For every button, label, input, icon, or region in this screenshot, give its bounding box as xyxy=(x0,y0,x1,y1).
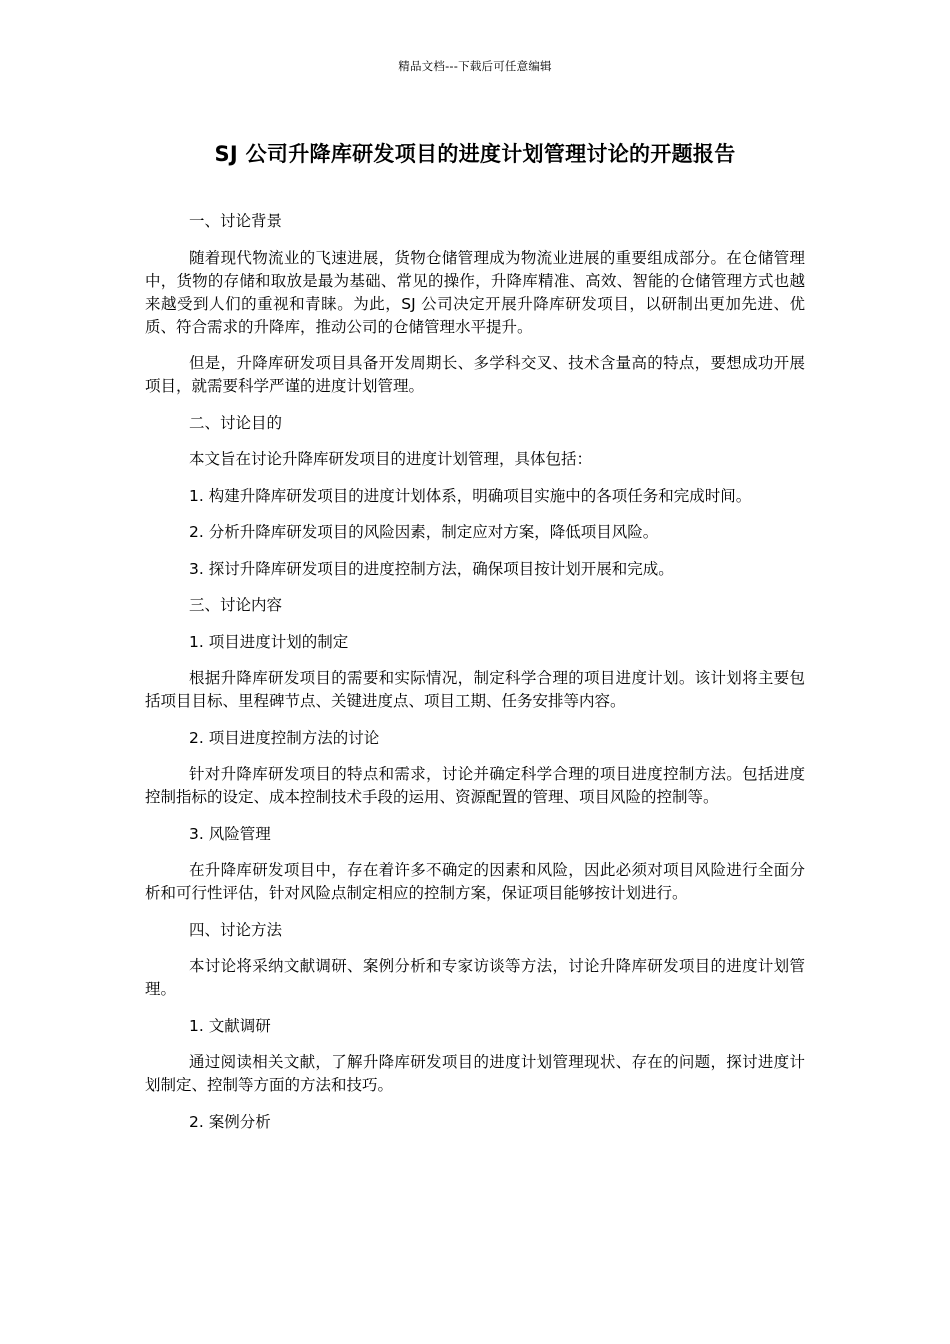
subsection-heading: 1. 项目进度计划的制定 xyxy=(189,632,349,651)
subsection-heading: 3. 风险管理 xyxy=(189,824,271,843)
body-paragraph: 通过阅读相关文献，了解升降库研发项目的进度计划管理现状、存在的问题，探讨进度计划制定、控制等方面的方法和技巧。 xyxy=(145,1053,805,1094)
body-paragraph: 但是，升降库研发项目具备开发周期长、多学科交叉、技术含量高的特点，要想成功开展项目，就需要科学严谨的进度计划管理。 xyxy=(145,354,805,395)
body-paragraph: 本讨论将采纳文献调研、案例分析和专家访谈等方法，讨论升降库研发项目的进度计划管理。 xyxy=(145,957,805,998)
subsection-heading: 1. 文献调研 xyxy=(189,1016,271,1035)
body-paragraph: 在升降库研发项目中，存在着许多不确定的因素和风险，因此必须对项目风险进行全面分析和可行性评估，针对风险点制定相应的控制方案，保证项目能够按计划进行。 xyxy=(145,861,805,902)
list-item: 3. 探讨升降库研发项目的进度控制方法，确保项目按计划开展和完成。 xyxy=(189,559,674,578)
body-paragraph: 针对升降库研发项目的特点和需求，讨论并确定科学合理的项目进度控制方法。包括进度控制指标的设定、成本控制技术手段的运用、资源配置的管理、项目风险的控制等。 xyxy=(145,765,805,806)
section-heading: 一、讨论背景 xyxy=(189,212,283,230)
list-item: 2. 分析升降库研发项目的风险因素，制定应对方案，降低项目风险。 xyxy=(189,523,659,541)
document-title: SJ 公司升降库研发项目的进度计划管理讨论的开题报告 xyxy=(214,142,736,166)
body-paragraph: 随着现代物流业的飞速进展，货物仓储管理成为物流业进展的重要组成部分。在仓储管理中，货物的存储和取放是最为基础、常见的操作，升降库精准、高效、智能的仓储管理方式也越来越受到人们的重视和青睐。为此，SJ 公司决定开展升降库研发项目，以研制出更加先进、优质、符合需求的升降库，推动公司的仓储管理水平提升。 xyxy=(145,248,805,336)
header-note: 精品文档---下载后可任意编辑 xyxy=(398,59,552,73)
section-heading: 四、讨论方法 xyxy=(189,920,283,939)
section-heading: 三、讨论内容 xyxy=(189,596,283,614)
document-body xyxy=(145,210,805,1147)
section-heading: 二、讨论目的 xyxy=(189,413,283,432)
subsection-heading: 2. 案例分析 xyxy=(189,1112,271,1131)
body-paragraph: 本文旨在讨论升降库研发项目的进度计划管理，具体包括： xyxy=(189,450,593,468)
body-paragraph: 根据升降库研发项目的需要和实际情况，制定科学合理的项目进度计划。该计划将主要包括项目目标、里程碑节点、关键进度点、项目工期、任务安排等内容。 xyxy=(145,669,805,710)
list-item: 1. 构建升降库研发项目的进度计划体系，明确项目实施中的各项任务和完成时间。 xyxy=(189,486,752,505)
subsection-heading: 2. 项目进度控制方法的讨论 xyxy=(189,728,380,747)
